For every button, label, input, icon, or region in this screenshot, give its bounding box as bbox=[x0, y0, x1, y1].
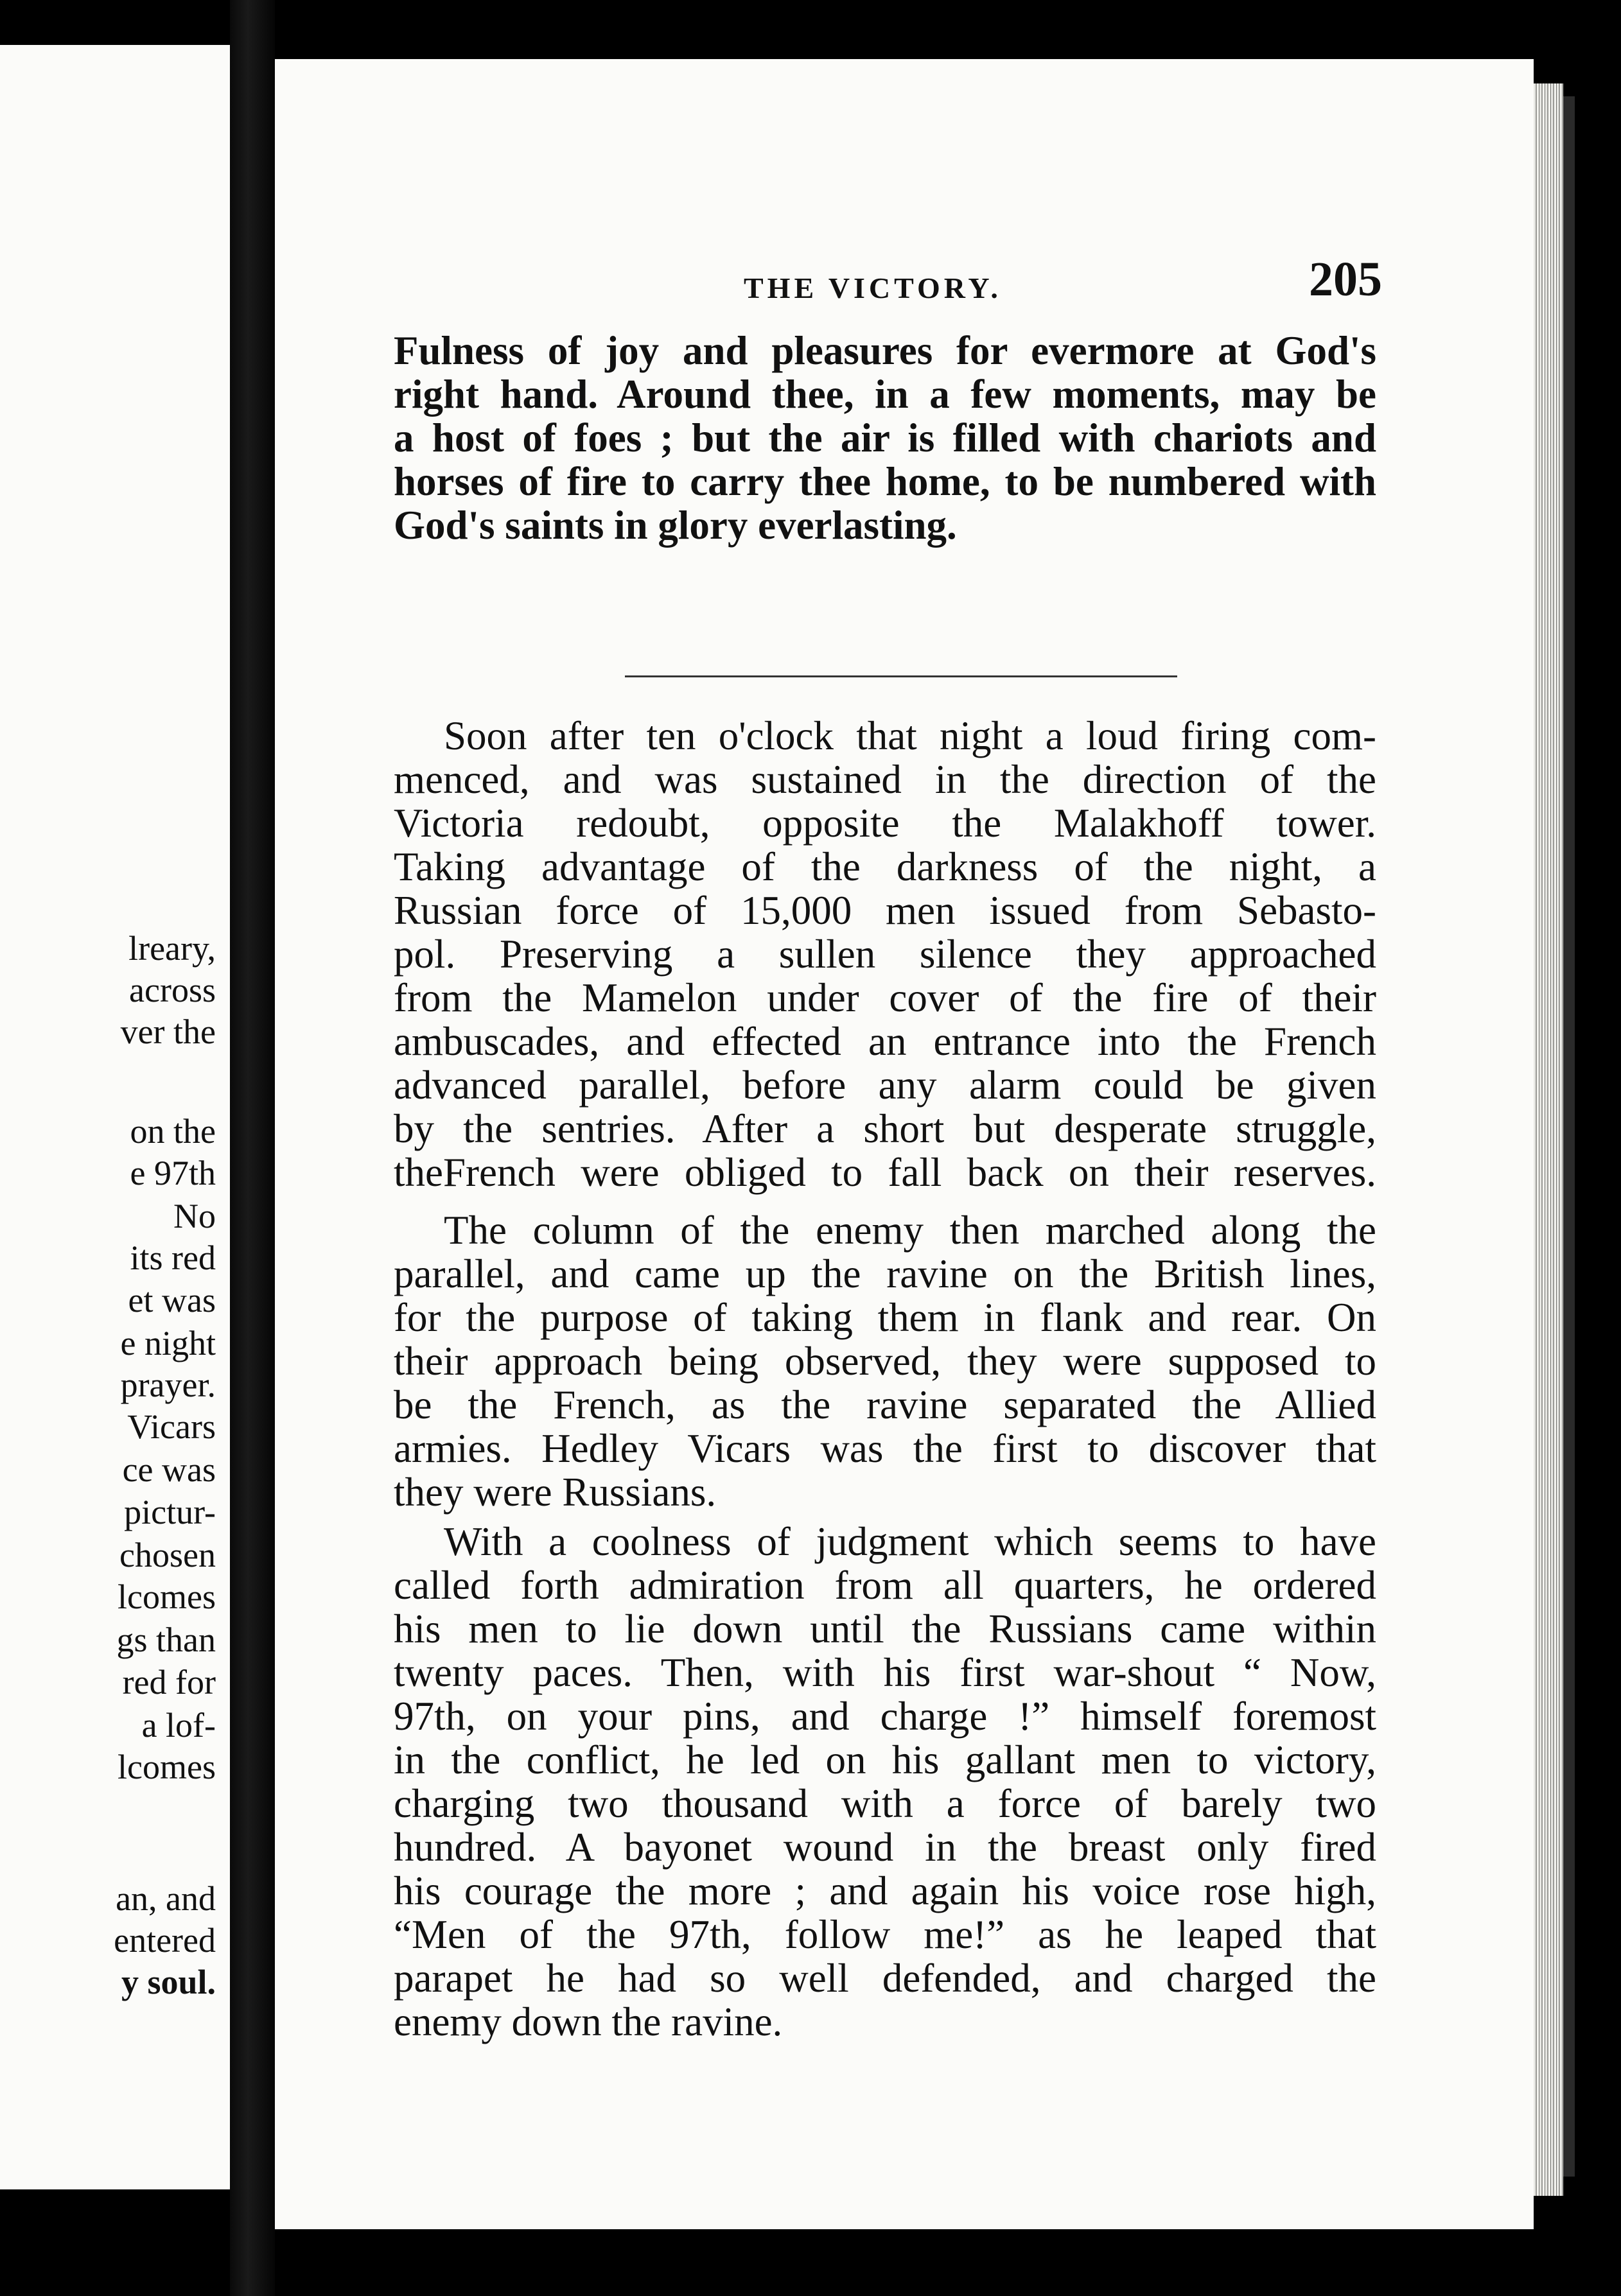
text-line: his men to lie down until the Russians came within bbox=[394, 1606, 1376, 1651]
page-edges bbox=[1534, 83, 1563, 2196]
section-divider bbox=[625, 675, 1177, 677]
text-line: “Men of the 97th, follow me!” as he leaped that bbox=[394, 1912, 1376, 1957]
text-line: menced, and was sustained in the direction of the bbox=[394, 757, 1376, 802]
text-line: be the French, as the ravine separated the Allied bbox=[394, 1382, 1376, 1427]
left-page-fragment: y soul. bbox=[121, 1963, 216, 2001]
left-page-fragment: lreary, bbox=[128, 929, 216, 968]
left-page-fragment: prayer. bbox=[120, 1366, 216, 1404]
text-line: hundred. A bayonet wound in the breast only fired bbox=[394, 1825, 1376, 1870]
left-page-fragment: its red bbox=[130, 1239, 216, 1277]
left-page-fragment: ce was bbox=[122, 1450, 216, 1489]
text-line: With a coolness of judgment which seems to have bbox=[444, 1519, 1376, 1564]
left-page-fragment: across bbox=[129, 971, 216, 1009]
left-page-fragment: e 97th bbox=[130, 1154, 216, 1192]
left-page-fragment: No bbox=[173, 1197, 216, 1235]
text-line: Russian force of 15,000 men issued from Sebasto- bbox=[394, 888, 1376, 933]
text-line: parapet he had so well defended, and charged the bbox=[394, 1956, 1376, 2001]
text-line: called forth admiration from all quarters, he ordered bbox=[394, 1563, 1376, 1608]
text-line: Soon after ten o'clock that night a loud firing com- bbox=[444, 713, 1376, 758]
text-line: parallel, and came up the ravine on the British lines, bbox=[394, 1251, 1376, 1296]
left-page-fragment: chosen bbox=[119, 1536, 216, 1574]
left-page-fragment: lcomes bbox=[118, 1578, 216, 1616]
text-line: 97th, on your pins, and charge !” himself foremost bbox=[394, 1694, 1376, 1739]
body-paragraph bbox=[394, 714, 1376, 1194]
left-page-fragment: entered bbox=[114, 1921, 216, 1960]
left-page-fragment: an, and bbox=[116, 1879, 216, 1918]
left-page-fragment: a lof- bbox=[141, 1706, 216, 1744]
text-line: ambuscades, and effected an entrance into the French bbox=[394, 1019, 1376, 1064]
text-line: a host of foes ; but the air is filled with chariots and bbox=[394, 415, 1376, 460]
text-line: pol. Preserving a sullen silence they approached bbox=[394, 932, 1376, 977]
text-line: Fulness of joy and pleasures for evermore at God's bbox=[394, 328, 1376, 373]
edge-shadow bbox=[1563, 96, 1575, 2177]
left-page-fragment: on the bbox=[130, 1112, 216, 1151]
text-line: God's saints in glory everlasting. bbox=[394, 503, 957, 548]
text-line: twenty paces. Then, with his first war-shout “ Now, bbox=[394, 1650, 1376, 1695]
text-line: their approach being observed, they were supposed to bbox=[394, 1339, 1376, 1384]
intro-paragraph bbox=[394, 329, 1376, 547]
left-page-fragment: lcomes bbox=[118, 1748, 216, 1786]
text-line: his courage the more ; and again his voice rose high, bbox=[394, 1868, 1376, 1913]
text-line: right hand. Around thee, in a few moments, may be bbox=[394, 372, 1376, 417]
page-number: 205 bbox=[1309, 252, 1382, 306]
text-line: advanced parallel, before any alarm could be given bbox=[394, 1063, 1376, 1108]
book-gutter bbox=[230, 0, 275, 2296]
text-line: from the Mamelon under cover of the fire of their bbox=[394, 975, 1376, 1020]
text-line: horses of fire to carry thee home, to be numbered with bbox=[394, 459, 1376, 504]
text-line: enemy down the ravine. bbox=[394, 1999, 783, 2044]
text-line: theFrench were obliged to fall back on their reserves. bbox=[394, 1150, 1376, 1195]
left-page-fragment: et was bbox=[128, 1281, 216, 1319]
text-line: by the sentries. After a short but desperate struggle, bbox=[394, 1106, 1376, 1151]
text-line: armies. Hedley Vicars was the first to discover that bbox=[394, 1426, 1376, 1471]
left-page-fragment: red for bbox=[122, 1663, 216, 1701]
running-head: THE VICTORY. bbox=[744, 272, 1002, 304]
body-paragraph bbox=[394, 1208, 1376, 1514]
text-line: Victoria redoubt, opposite the Malakhoff tower. bbox=[394, 801, 1376, 846]
text-line: charging two thousand with a force of barely two bbox=[394, 1781, 1376, 1826]
text-line: they were Russians. bbox=[394, 1470, 717, 1515]
text-line: The column of the enemy then marched along the bbox=[444, 1208, 1376, 1253]
left-facing-page bbox=[0, 45, 230, 2189]
left-page-fragment: ver the bbox=[120, 1013, 216, 1051]
left-page-fragment: gs than bbox=[116, 1621, 216, 1659]
right-page bbox=[275, 59, 1534, 2229]
left-page-fragment: Vicars bbox=[127, 1407, 216, 1446]
text-line: in the conflict, he led on his gallant men to victory, bbox=[394, 1737, 1376, 1782]
left-page-fragment: pictur- bbox=[124, 1493, 216, 1531]
body-paragraph bbox=[394, 1520, 1376, 2044]
text-line: for the purpose of taking them in flank and rear. On bbox=[394, 1295, 1376, 1340]
text-line: Taking advantage of the darkness of the night, a bbox=[394, 844, 1376, 889]
left-page-fragment: e night bbox=[120, 1324, 216, 1362]
